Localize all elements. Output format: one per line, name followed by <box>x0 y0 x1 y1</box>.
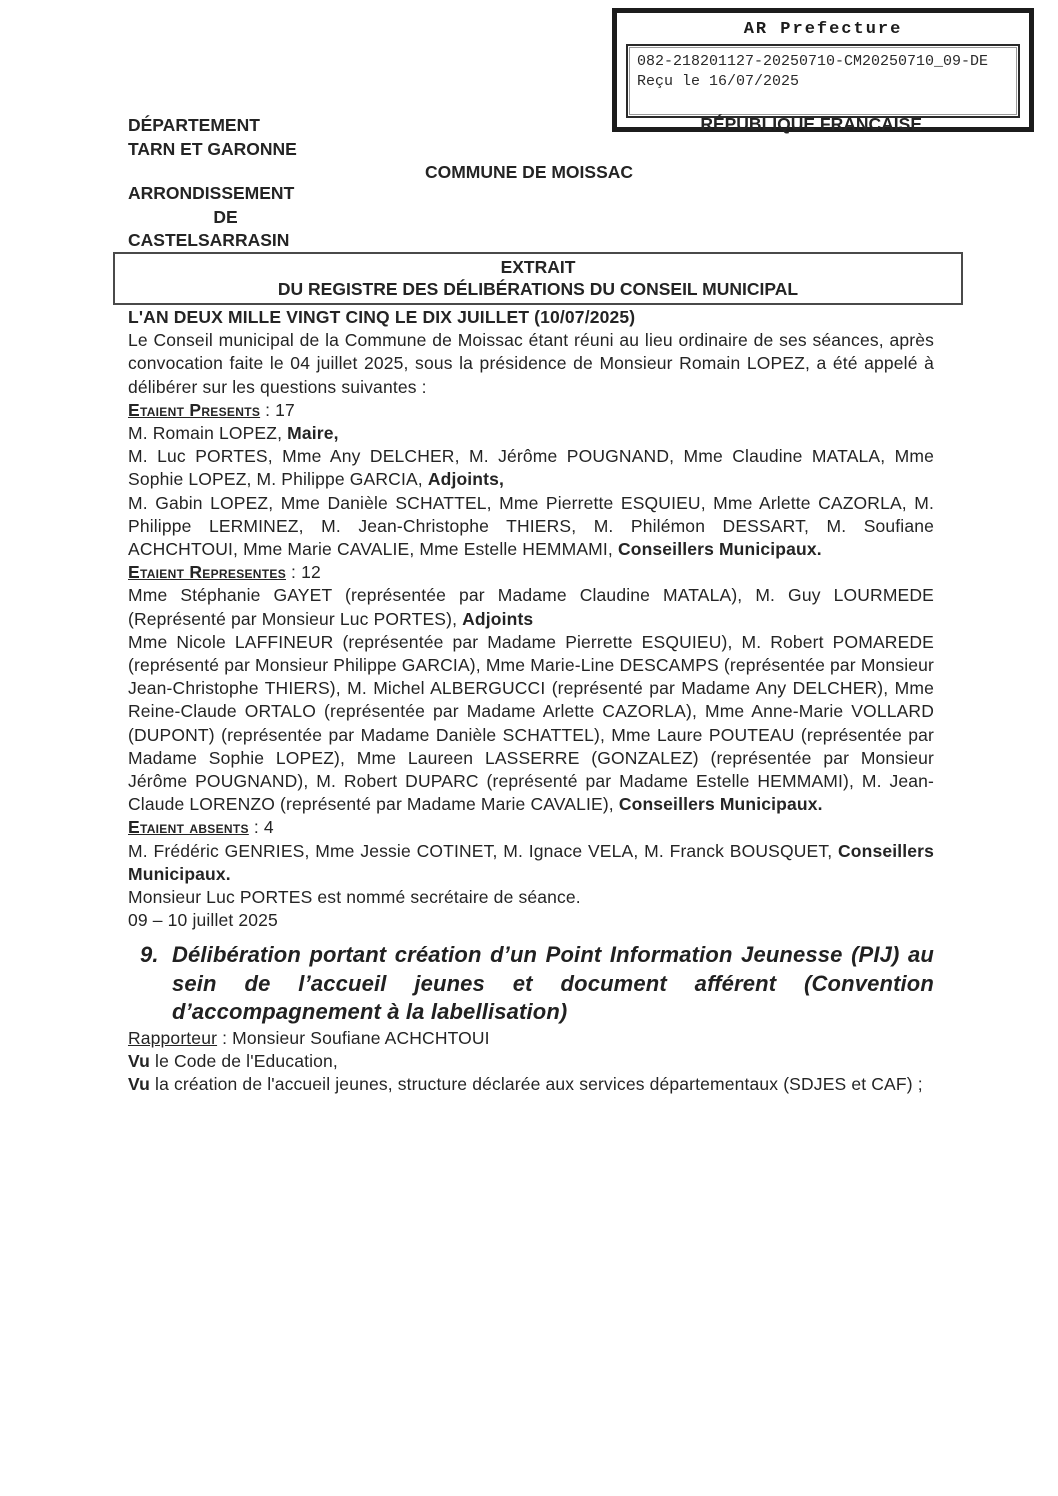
presents-colon: : <box>260 399 276 420</box>
absents-names: M. Frédéric GENRIES, Mme Jessie COTINET, M. Ignace VELA, M. Franck BOUSQUET, <box>128 840 838 861</box>
absents-role: Conseillers Municipaux. <box>128 840 934 884</box>
represented-adjoints-line <box>128 584 934 630</box>
absents-label: Etaient absents <box>128 817 249 838</box>
letterhead-left <box>128 114 323 253</box>
presents-count: 17 <box>275 399 295 420</box>
absents-line <box>128 840 934 886</box>
rapporteur-label: Rapporteur <box>128 1027 218 1048</box>
represented-count: 12 <box>301 562 321 583</box>
rapporteur-line <box>128 1027 934 1050</box>
recital-text: la création de l'accueil jeunes, structure déclarée aux services départementaux (SDJES et CAF) ; <box>150 1074 923 1095</box>
presents-heading <box>128 399 934 422</box>
represented-adjoints-names: Mme Stéphanie GAYET (représentée par Madame Claudine MATALA), M. Guy LOURMEDE (Représenté par Monsieur Luc PORTES), <box>128 585 934 629</box>
recital-lead: Vu <box>128 1074 151 1095</box>
session-intro: Le Conseil municipal de la Commune de Moissac étant réuni au lieu ordinaire de ses séances, après convocation faite le 04 juillet 2025, sous la présidence de Monsieur Romain LOPEZ, a été appelé à délibérer sur les questions suivantes : <box>128 330 934 397</box>
absents-count: 4 <box>263 817 274 838</box>
rapporteur-name: Monsieur Soufiane ACHCHTOUI <box>232 1027 490 1048</box>
represented-label: Etaient Representes <box>128 562 287 583</box>
deliberation-number: 9. <box>140 942 159 968</box>
arrondissement-of: DE <box>213 206 238 227</box>
secretary-line: Monsieur Luc PORTES est nommé secrétaire de séance. <box>128 887 581 908</box>
department-name: TARN ET GARONNE <box>128 138 297 159</box>
represented-councillors-line <box>128 631 934 817</box>
stamp-reference: 082-218201127-20250710-CM20250710_09-DE <box>637 53 989 70</box>
presents-councillors-names: M. Gabin LOPEZ, Mme Danièle SCHATTEL, Mme Pierrette ESQUIEU, Mme Arlette CAZORLA, M. Philippe LERMINEZ, M. Jean-Christophe THIERS, M. Philémon DESSART, M. Soufiane ACHCHTOUI, Mme Marie CAVALIE, Mme Estelle HEMMAMI, <box>128 492 934 560</box>
represented-heading <box>128 561 934 584</box>
stamp-inner-box <box>626 44 1020 118</box>
presents-mayor-line <box>128 422 934 445</box>
represented-adjoints-role: Adjoints <box>462 608 534 629</box>
recital-vu-education <box>128 1050 934 1073</box>
meeting-dates: 09 – 10 juillet 2025 <box>128 910 278 931</box>
document-body <box>128 306 934 1097</box>
presents-label: Etaient Presents <box>128 399 261 420</box>
presents-councillors-line <box>128 492 934 562</box>
recital-vu-accueil-jeunes <box>128 1073 934 1096</box>
recital-text: le Code de l'Education, <box>150 1051 338 1072</box>
rapporteur-separator: : <box>217 1027 233 1048</box>
session-date-line: L'AN DEUX MILLE VINGT CINQ LE DIX JUILLET (10/07/2025) <box>128 307 636 327</box>
mayor-role: Maire, <box>287 423 339 444</box>
presents-adjoints-names: M. Luc PORTES, Mme Any DELCHER, M. Jérôme POUGNAND, Mme Claudine MATALA, Mme Sophie LOPEZ, M. Philippe GARCIA, <box>128 446 934 490</box>
presents-adjoints-line <box>128 445 934 491</box>
represented-colon: : <box>286 562 302 583</box>
represented-councillors-names: Mme Nicole LAFFINEUR (représentée par Madame Pierrette ESQUIEU), M. Robert POMAREDE (représenté par Monsieur Philippe GARCIA), Mme Marie-Line DESCAMPS (représentée par Monsieur Jean-Christophe THIERS), M. Michel ALBERGUCCI (représenté par Madame Any DELCHER), Mme Reine-Claude ORTALO (représentée par Madame Arlette CAZORLA), Mme Anne-Marie VOLLARD (DUPONT) (représentée par Madame Danièle SCHATTEL), Mme Laure POUTEAU (représentée par Madame Sophie LOPEZ), Mme Laureen LASSERRE (GONZALEZ) (représentée par Monsieur Jérôme POUGNAND), M. Robert DUPARC (représenté par Madame Estelle HEMMAMI), M. Jean-Claude LORENZO (représenté par Madame Marie CAVALIE), <box>128 631 934 815</box>
republic-title: RÉPUBLIQUE FRANCAISE <box>700 114 922 134</box>
absents-heading <box>128 816 934 839</box>
extract-subtitle: DU REGISTRE DES DÉLIBÉRATIONS DU CONSEIL MUNICIPAL <box>277 279 799 299</box>
presents-councillors-role: Conseillers Municipaux. <box>617 539 822 560</box>
arrondissement-label: ARRONDISSEMENT <box>128 183 295 203</box>
deliberation-title: Délibération portant création d’un Point Information Jeunesse (PIJ) au sein de l’accueil jeunes et document afférent (Convention d’accompagnement à la labellisation) <box>172 942 934 1025</box>
stamp-received-date: Reçu le 16/07/2025 <box>637 73 800 90</box>
extract-heading-box <box>113 252 963 305</box>
deliberation-heading <box>128 941 934 1027</box>
mayor-names: M. Romain LOPEZ, <box>128 423 288 444</box>
represented-councillors-role: Conseillers Municipaux. <box>618 794 823 815</box>
extract-title: EXTRAIT <box>500 257 576 277</box>
presents-adjoints-role: Adjoints, <box>427 469 505 490</box>
absents-colon: : <box>248 817 264 838</box>
recital-lead: Vu <box>128 1051 151 1072</box>
stamp-title: AR Prefecture <box>743 20 903 39</box>
arrondissement-name: CASTELSARRASIN <box>128 230 290 250</box>
department-label: DÉPARTEMENT <box>128 115 260 135</box>
commune-title: COMMUNE DE MOISSAC <box>424 162 634 182</box>
